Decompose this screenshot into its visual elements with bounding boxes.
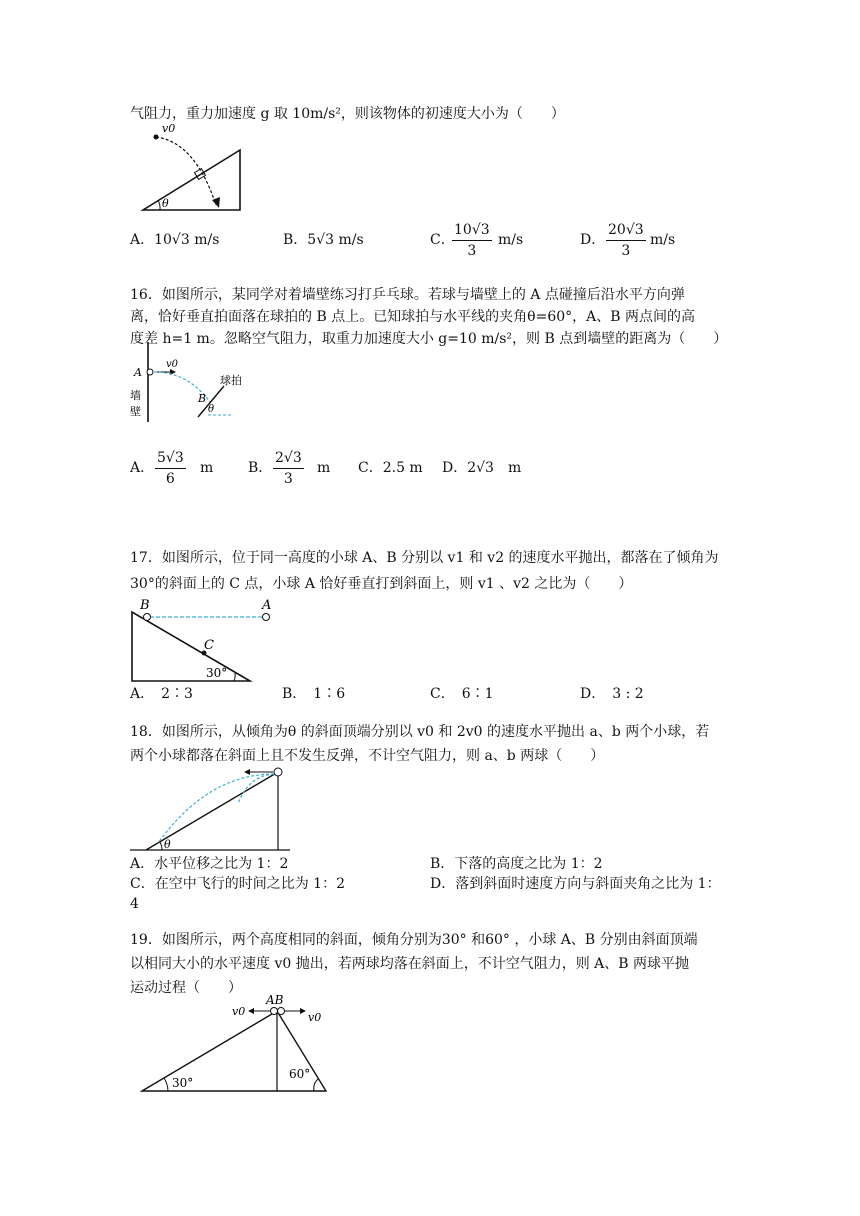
q19-stem-line-1: 19．如图所示，两个高度相同的斜面，倾角分别为30° 和60° ，小球 A、B 分别由斜面顶端 xyxy=(130,932,698,948)
q16-option-a-numerator: 5√3 xyxy=(155,448,186,469)
q16-option-b-fraction xyxy=(273,448,304,489)
q19-angle-30-label: 30° xyxy=(172,1076,194,1090)
q15-option-b: B．5√3 m/s xyxy=(283,232,364,248)
q18-option-a: A．水平位移之比为 1：2 xyxy=(130,856,289,872)
q18-stem-line-1: 18．如图所示，从倾角为θ 的斜面顶端分别以 v0 和 2v0 的速度水平抛出 a、b 两个小球，若 xyxy=(130,724,710,740)
q16-racket-label: 球拍 xyxy=(220,374,242,387)
q15-stem: 气阻力，重力加速度 g 取 10m/s²，则该物体的初速度大小为（ ） xyxy=(130,106,565,122)
q16-option-b-unit: m xyxy=(317,460,331,476)
q17-option-c: C． 6∶1 xyxy=(430,686,494,702)
q19-angle-60-label: 60° xyxy=(289,1067,311,1081)
q18-option-d-continuation: 4 xyxy=(130,896,139,912)
q16-option-a-fraction xyxy=(155,448,186,489)
q16-option-a-unit: m xyxy=(200,460,214,476)
q16-option-a-label: A． xyxy=(130,460,155,476)
q16-option-d: D．2√3 m xyxy=(442,460,522,476)
q15-option-d-numerator: 20√3 xyxy=(606,220,646,241)
q18-option-b: B．下落的高度之比为 1：2 xyxy=(430,856,603,872)
q16-option-a-denominator: 6 xyxy=(165,471,175,487)
q15-figure xyxy=(140,120,255,215)
q17-a-label: A xyxy=(262,598,272,613)
q15-option-c-fraction xyxy=(452,220,492,261)
q16-a-label: A xyxy=(134,366,142,379)
q16-stem-line-2: 离，恰好垂直拍面落在球拍的 B 点上。已知球拍与水平线的夹角θ=60°，A、B 两点间的高 xyxy=(130,309,696,325)
q17-option-a: A． 2∶3 xyxy=(130,686,193,702)
q17-c-label: C xyxy=(204,638,214,653)
q16-option-b-numerator: 2√3 xyxy=(273,448,304,469)
q19-stem-line-3: 运动过程（ ） xyxy=(130,980,242,996)
q17-stem-line-2: 30°的斜面上的 C 点，小球 A 恰好垂直打到斜面上，则 v1 、v2 之比为（ ） xyxy=(130,576,633,592)
q19-v0-right-label: v0 xyxy=(308,1011,322,1024)
q15-option-d-fraction xyxy=(606,220,646,261)
q19-figure xyxy=(138,994,333,1094)
q16-b-label: B xyxy=(198,392,207,405)
q16-figure xyxy=(128,342,258,424)
q16-theta-label: θ xyxy=(208,404,215,415)
q18-option-d: D．落到斜面时速度方向与斜面夹角之比为 1： xyxy=(430,876,721,892)
q16-v0-label: v0 xyxy=(166,359,179,370)
q19-stem-line-2: 以相同大小的水平速度 v0 抛出，若两球均落在斜面上，不计空气阻力，则 A、B 两球平抛 xyxy=(130,956,690,972)
q16-stem-line-3: 度差 h=1 m。忽略空气阻力，取重力加速度大小 g=10 m/s²，则 B 点到墙壁的距离为（ ） xyxy=(130,331,728,347)
q15-option-c-denominator: 3 xyxy=(467,243,477,259)
q16-option-b-label: B． xyxy=(248,460,273,476)
q15-option-d-label: D． xyxy=(580,232,606,248)
q19-ab-label: AB xyxy=(266,994,284,1007)
q18-stem-line-2: 两个小球都落在斜面上且不发生反弹，不计空气阻力，则 a、b 两球（ ） xyxy=(130,748,605,764)
q15-option-a: A．10√3 m/s xyxy=(130,232,220,248)
q16-wall-label-1: 墙 xyxy=(130,389,141,402)
q16-stem-line-1: 16．如图所示，某同学对着墙壁练习打乒乓球。若球与墙壁上的 A 点碰撞后沿水平方向弹 xyxy=(130,287,685,303)
q17-figure xyxy=(126,596,286,684)
q17-b-label: B xyxy=(140,598,150,613)
q18-option-c: C．在空中飞行的时间之比为 1：2 xyxy=(130,876,345,892)
q16-wall-label-2: 壁 xyxy=(130,405,141,418)
q15-v0-label: v0 xyxy=(162,122,176,135)
q15-theta-label: θ xyxy=(162,197,169,210)
q17-option-b: B． 1∶6 xyxy=(282,686,346,702)
q15-option-c-unit: m/s xyxy=(498,232,524,248)
q16-option-b-denominator: 3 xyxy=(283,471,293,487)
q15-option-c-label: C． xyxy=(430,232,455,248)
q15-option-d-unit: m/s xyxy=(650,232,676,248)
q15-option-d-denominator: 3 xyxy=(621,243,631,259)
q18-figure xyxy=(128,764,293,854)
q16-option-c: C．2.5 m xyxy=(358,460,423,476)
q15-option-c-numerator: 10√3 xyxy=(452,220,492,241)
q17-option-d: D． 3 : 2 xyxy=(580,686,644,702)
q17-angle-label: 30° xyxy=(206,666,228,680)
q18-theta-label: θ xyxy=(164,838,171,851)
q17-stem-line-1: 17．如图所示，位于同一高度的小球 A、B 分别以 v1 和 v2 的速度水平抛出，都落在了倾角为 xyxy=(130,550,719,566)
q19-v0-left-label: v0 xyxy=(232,1005,246,1018)
